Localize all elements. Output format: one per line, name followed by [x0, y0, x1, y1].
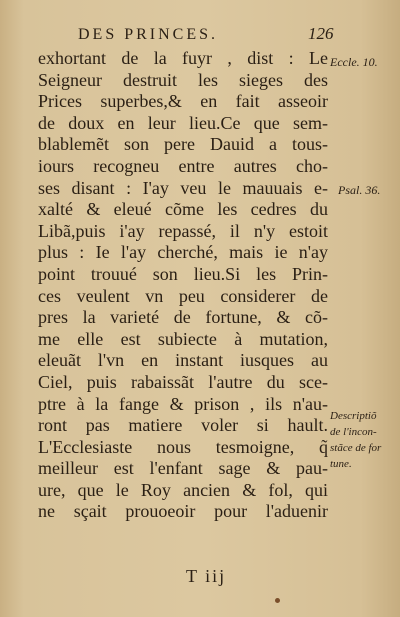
margin-note-eccle: Eccle. 10.	[330, 55, 378, 69]
text-line: Seigneur destruit les sieges des	[38, 69, 328, 90]
margin-note-line: tune.	[330, 458, 352, 470]
text-line: iours recogneu entre autres cho-	[38, 155, 328, 176]
text-line: eleuãt l'vn en instant iusques au	[38, 350, 328, 371]
text-line: L'Ecclesiaste nous tesmoigne, q̃	[38, 436, 328, 457]
text-line: point trouué son lieu.Si les Prin-	[38, 263, 328, 284]
text-line: meilleur est l'enfant sage & pau-	[38, 458, 328, 479]
text-line: Prices superbes,& en fait asseoir	[38, 91, 328, 112]
text-line: de doux en leur lieu.Ce que sem-	[38, 112, 328, 133]
text-line: ure, que le Roy ancien & fol, qui	[38, 479, 328, 500]
text-line: blablemẽt son pere Dauid a tous-	[38, 134, 328, 155]
text-line: ces veulent vn peu considerer de	[38, 285, 328, 306]
text-line: me elle est subiecte à mutation,	[38, 328, 328, 349]
margin-note-psal: Psal. 36.	[338, 183, 381, 197]
text-line: plus : Ie l'ay cherché, mais ie n'ay	[38, 242, 328, 263]
running-head-title: DES PRINCES.	[78, 26, 219, 43]
signature-mark: T iij	[186, 566, 227, 586]
margin-note-line: de l'incon-	[330, 426, 377, 438]
margin-note-description	[330, 408, 381, 472]
margin-note-line: stãce de for	[330, 442, 382, 454]
text-line: xalté & eleué cõme les cedres du	[38, 199, 328, 220]
text-line: exhortant de la fuyr , dist : Le	[38, 48, 328, 68]
text-line: ptre à la fange & prison , ils n'au-	[38, 393, 328, 414]
text-line: Libã,puis i'ay repassé, il n'y estoit	[38, 220, 328, 241]
text-line: pres la varieté de fortune, & cõ-	[38, 307, 328, 328]
margin-note-line: Descriptiõ	[330, 410, 377, 422]
body-text	[38, 48, 328, 523]
page-number: 126	[308, 24, 334, 43]
text-line: ront pas matiere voler si hault.	[38, 415, 328, 436]
text-line: ne sçait prouoeoir pour l'aduenir	[38, 501, 328, 522]
text-line: ses disant : I'ay veu le mauuais e-	[38, 177, 328, 198]
text-line: Ciel, puis rabaissãt l'autre du sce-	[38, 371, 328, 392]
ink-spot	[275, 598, 280, 603]
running-head	[60, 26, 360, 48]
